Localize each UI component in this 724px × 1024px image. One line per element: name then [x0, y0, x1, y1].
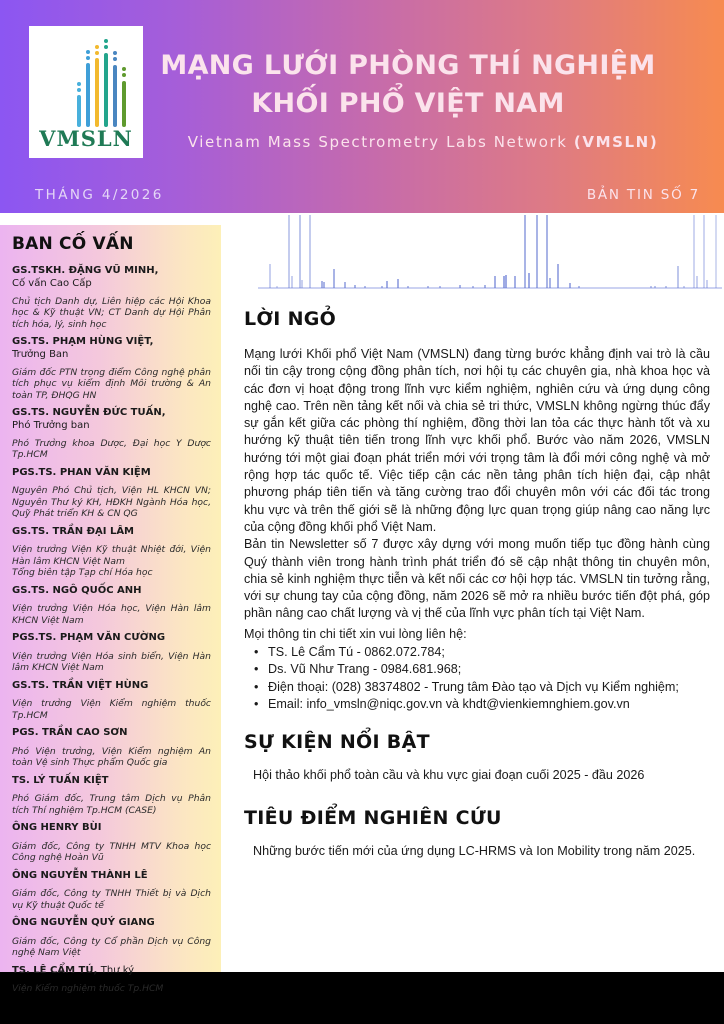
research-heading: TIÊU ĐIỂM NGHIÊN CỨU — [244, 806, 502, 829]
advisor-name: GS.TS. TRẦN VIỆT HÙNG — [12, 679, 149, 691]
advisor-name: GS.TS. PHẠM HÙNG VIỆT — [12, 336, 150, 347]
subtitle-text: Vietnam Mass Spectrometry Labs Network — [187, 133, 574, 151]
intro-heading: LỜI NGỎ — [244, 308, 337, 330]
advisor-name: GS.TS. NGÔ QUỐC ANH — [12, 584, 142, 596]
advisor-name-line — [12, 467, 211, 480]
title-line-2: KHỐI PHỔ VIỆT NAM — [251, 88, 565, 119]
advisor-name-line — [12, 632, 211, 645]
advisor-description: Giám đốc, Công ty TNHH MTV Khoa học Công nghệ Hoàn Vũ — [12, 840, 211, 863]
contact-item-email[interactable]: • Email: info_vmsln@niqc.gov.vn và khdt@vienkiemnghiem.gov.vn — [244, 696, 710, 713]
advisor-description: Chủ tịch Danh dự, Liên hiệp các Hội Khoa học & Kỹ thuật VN; CT Danh dự Hội Phân tích hóa, lý, sinh học — [12, 295, 211, 330]
separator: , — [93, 964, 98, 976]
advisor-name: TS. LÝ TUẤN KIỆT — [12, 774, 109, 786]
advisor-entry — [12, 965, 211, 995]
advisor-name-line — [12, 585, 211, 598]
advisor-name-line — [12, 965, 211, 978]
intro-paragraph-2: Bản tin Newsletter số 7 được xây dựng với mong muốn tiếp tục đồng hành cùng Quý thành viên trong hành trình phát triển đó sẽ cập nhật thông tin chuyên môn, chia sẻ kinh nghiệm thực tiễn và kết nối các cơ hội hợp tác. VMSLN tin tưởng rằng, với sự chung tay của cộng đồng, năm 2026 sẽ mở ra nhiều bước tiến đột phá, góp phần nâng cao chất lượng và vị thế của lĩnh vực phân tích tại Việt Nam. — [244, 537, 710, 621]
contact-list — [244, 644, 710, 713]
advisor-description: Nguyên Phó Chủ tịch, Viện HL KHCN VN; Nguyên Thư ký KH, HĐKH Ngành Hóa học, Quỹ Phát triển KH & CN QG — [12, 485, 211, 519]
advisor-name: GS.TS. TRẦN ĐẠI LÂM — [12, 525, 135, 537]
separator: , — [161, 407, 166, 418]
advisor-entry — [12, 775, 211, 817]
advisor-entry — [12, 870, 211, 912]
advisor-entry — [12, 407, 211, 461]
advisor-name-line — [12, 775, 211, 788]
advisor-entry — [12, 585, 211, 627]
advisor-name: PGS.TS. PHẠM VĂN CƯỜNG — [12, 632, 166, 643]
advisor-name-line — [12, 680, 211, 693]
advisor-name-line — [12, 822, 211, 835]
advisor-name-line — [12, 336, 211, 349]
advisor-entry — [12, 680, 211, 722]
advisor-name: TS. LÊ CẨM TÚ — [12, 964, 94, 976]
advisor-description: Phó Giám đốc, Trung tâm Dịch vụ Phân tích Thí nghiệm Tp.HCM (CASE) — [12, 793, 211, 816]
header-banner — [0, 0, 724, 213]
advisor-entry — [12, 265, 211, 330]
advisor-entry — [12, 727, 211, 769]
advisor-entry — [12, 917, 211, 959]
advisor-name-line — [12, 265, 211, 278]
advisor-name: ÔNG NGUYỄN THÀNH LÊ — [12, 869, 148, 881]
contact-item: • Điện thoại: (028) 38374802 - Trung tâm Đào tạo và Dịch vụ Kiểm nghiệm; — [244, 679, 710, 696]
logo-bars-icon — [29, 26, 143, 126]
advisor-name-line — [12, 870, 211, 883]
member-list — [12, 265, 211, 995]
mass-spectrum-graphic — [240, 215, 724, 295]
sidebar-title: BAN CỐ VẤN — [12, 234, 134, 254]
advisory-board-sidebar — [0, 225, 221, 994]
advisor-name-line — [12, 917, 211, 930]
advisor-description: Viện trưởng Viện Kỹ thuật Nhiệt đới, Viện Hàn lâm KHCN Việt Nam Tổng biên tập Tạp chí Hóa học — [12, 544, 211, 578]
vmsln-logo — [29, 26, 143, 158]
advisor-description: Phó Trưởng khoa Dược, Đại học Y Dược Tp.HCM — [12, 437, 211, 460]
advisor-name: ÔNG HENRY BÙI — [12, 822, 102, 833]
advisor-entry — [12, 822, 211, 864]
advisor-entry — [12, 526, 211, 579]
advisor-description: Viện trưởng Viện Kiểm nghiệm thuốc Tp.HCM — [12, 698, 211, 721]
advisor-name-line — [12, 727, 211, 740]
events-text: Hội thảo khối phổ toàn cầu và khu vực giai đoạn cuối 2025 - đầu 2026 — [253, 768, 645, 783]
subtitle-abbr: (VMSLN) — [573, 133, 659, 151]
advisor-name: PGS.TS. PHAN VĂN KIỆM — [12, 466, 151, 478]
advisor-description: Giám đốc PTN trọng điểm Công nghệ phân tích phục vụ kiểm định Môi trường & An toàn TP, ĐHQG HN — [12, 366, 211, 401]
advisor-description: Viện Kiểm nghiệm thuốc Tp.HCM — [12, 983, 164, 994]
advisor-role: Phó Trưởng ban — [12, 419, 90, 431]
separator: , — [149, 336, 154, 347]
advisor-role: Cố vấn Cao Cấp — [12, 277, 92, 289]
contact-intro: Mọi thông tin chi tiết xin vui lòng liên hệ: — [244, 626, 467, 641]
advisor-name: GS.TSKH. ĐẶNG VŨ MINH — [12, 265, 155, 276]
advisor-description: Giám đốc, Công ty TNHH Thiết bị và Dịch vụ Kỹ thuật Quốc tế — [12, 888, 211, 911]
research-text: Những bước tiến mới của ứng dụng LC-HRMS và Ion Mobility trong năm 2025. — [253, 843, 696, 858]
advisor-description: Giám đốc, Công ty Cổ phần Dịch vụ Công nghệ Nam Việt — [12, 935, 211, 958]
title-line-1: MẠNG LƯỚI PHÒNG THÍ NGHIỆM — [160, 50, 656, 81]
advisor-name: ÔNG NGUYỄN QUÝ GIANG — [12, 917, 155, 928]
advisor-description: Viện trưởng Viện Hóa sinh biển, Viện Hàn lâm KHCN Việt Nam — [12, 650, 211, 673]
logo-text: VMSLN — [39, 126, 133, 151]
events-heading: SỰ KIỆN NỔI BẬT — [244, 731, 430, 754]
advisor-name: PGS. TRẦN CAO SƠN — [12, 727, 128, 738]
advisor-name-line — [12, 407, 211, 420]
advisor-entry — [12, 467, 211, 520]
advisor-entry — [12, 336, 211, 401]
intro-paragraph-1: Mạng lưới Khối phổ Việt Nam (VMSLN) đang từng bước khẳng định vai trò là cầu nối tin cậy trong cộng đồng phân tích, nơi hội tụ các chuyên gia, nhà khoa học và các đơn vị hoạt động trong lĩnh vực kiểm nghiệm, nghiên cứu và ứng dụng công nghệ cao. Trên nền tảng kết nối và chia sẻ tri thức, VMSLN không ngừng thúc đẩy sự gắn kết giữa các phòng thí nghiệm, đồng thời lan tỏa các thực hành tốt và xu hướng kỹ thuật tiên tiến trong lĩnh vực khối phổ. Bước vào năm 2026, VMSLN hướng tới một giai đoạn phát triển mới với trọng tâm là đổi mới công nghệ và mở rộng hợp tác quốc tế. Việc tiếp cận các nền tảng phân tích hiện đại, cập nhật phương pháp tiên tiến và tăng cường trao đổi chuyên môn với các đối tác trong khu vực và trên thế giới sẽ là những động lực quan trọng giúp nâng cao năng lực của cộng đồng khối phổ Việt Nam. — [244, 347, 710, 534]
advisor-description: Viện trưởng Viện Hóa học, Viện Hàn lâm KHCN Việt Nam — [12, 603, 211, 626]
contact-item: • TS. Lê Cẩm Tú - 0862.072.784; — [244, 644, 710, 661]
separator: , — [154, 265, 159, 276]
advisor-name: GS.TS. NGUYỄN ĐỨC TUẤN — [12, 407, 162, 418]
issue-date: THÁNG 4/2026 — [35, 187, 164, 203]
advisor-role: Thư ký — [100, 964, 135, 976]
advisor-role: Trưởng Ban — [12, 348, 69, 360]
advisor-name-line — [12, 526, 211, 539]
advisor-description: Phó Viện trưởng, Viện Kiểm nghiệm An toàn Vệ sinh Thực phẩm Quốc gia — [12, 745, 211, 768]
advisor-entry — [12, 632, 211, 674]
main-content — [244, 308, 710, 861]
issue-number: BẢN TIN SỐ 7 — [586, 187, 700, 203]
contact-item: • Ds. Vũ Như Trang - 0984.681.968; — [244, 661, 710, 678]
subtitle — [128, 133, 718, 151]
